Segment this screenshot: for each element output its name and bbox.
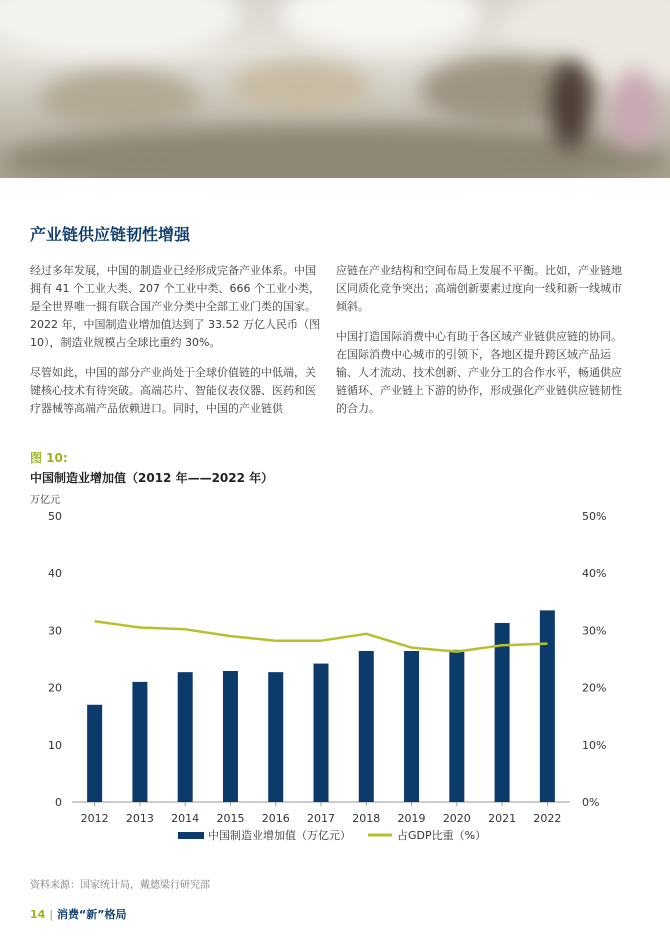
chart-bar (132, 682, 147, 802)
chart-bar (359, 651, 374, 802)
figure-label: 图 10: (30, 451, 68, 465)
figure-title: 中国制造业增加值（2012 年——2022 年） (30, 471, 274, 485)
paragraph: 应链在产业结构和空间布局上发展不平衡。比如，产业链地区同质化竞争突出；高端创新要素过度向一线和新一线城市倾斜。 (336, 264, 622, 313)
x-tick-label: 2013 (125, 812, 154, 825)
paragraph: 尽管如此，中国的部分产业尚处于全球价值链的中低端，关键核心技术有待突破。高端芯片、智能仪表仪器、医药和医疗器械等高端产品依赖进口。同时，中国的产业链供 (30, 366, 316, 415)
x-tick-label: 2015 (216, 812, 245, 825)
legend-label-bar: 中国制造业增加值（万亿元） (208, 829, 351, 842)
y2-tick-label: 20% (582, 681, 607, 695)
y-tick-label: 20 (48, 681, 62, 695)
x-tick-label: 2019 (397, 812, 426, 825)
page-footer (30, 906, 127, 922)
y-axis-unit-label: 万亿元 (30, 495, 60, 506)
source-note: 资料来源：国家统计局，戴德梁行研究部 (30, 880, 210, 891)
y2-tick-label: 30% (582, 624, 607, 638)
legend-label-line: 占GDP比重（%） (397, 829, 487, 842)
chart-bar (87, 705, 102, 802)
section-title: 产业链供应链韧性增强 (30, 225, 191, 244)
x-tick-label: 2017 (307, 812, 335, 825)
hero-photo-mall (0, 0, 670, 178)
chart-bar (178, 672, 193, 802)
manufacturing-value-added-chart (0, 485, 670, 855)
y2-tick-label: 50% (582, 510, 607, 523)
gdp-share-line (95, 621, 548, 651)
chart-bar (314, 664, 329, 802)
x-tick-label: 2012 (80, 812, 109, 825)
x-tick-label: 2021 (488, 812, 517, 825)
legend-swatch-bar (178, 832, 204, 839)
chart-bar (540, 610, 555, 802)
y2-tick-label: 0% (582, 796, 600, 809)
y-tick-label: 30 (48, 624, 62, 638)
page-number: 14 (30, 908, 46, 921)
chart-bar (268, 672, 283, 802)
y-tick-label: 50 (48, 510, 62, 523)
x-tick-label: 2016 (261, 812, 290, 825)
x-tick-label: 2014 (171, 812, 200, 825)
x-tick-label: 2018 (352, 812, 381, 825)
body-text-right-column (336, 262, 626, 430)
y-tick-label: 10 (48, 738, 62, 752)
y-tick-label: 40 (48, 567, 62, 581)
body-text-left-column (30, 262, 320, 430)
footer-separator: | (49, 908, 54, 921)
chart-bar (449, 650, 464, 802)
chart-bar (223, 671, 238, 802)
paragraph: 经过多年发展，中国的制造业已经形成完备产业体系。中国拥有 41 个工业大类、207 个工业中类、666 个工业小类，是全世界唯一拥有联合国产业分类中全部工业门类的国家。2022 年，中国制造业增加值达到了 33.52 万亿人民币（图 10），制造业规模占全球比重约 30%。 (30, 264, 320, 349)
y2-tick-label: 10% (582, 738, 607, 752)
x-tick-label: 2022 (533, 812, 562, 825)
publication-title: 消费“新”格局 (57, 908, 127, 921)
chart-bar (404, 651, 419, 802)
paragraph: 中国打造国际消费中心有助于各区域产业链供应链的协同。在国际消费中心城市的引领下，各地区提升跨区域产品运输、人才流动、技术创新、产业分工的合作水平，畅通供应链循环、产业链上下游的协作，形成强化产业链供应链韧性的合力。 (336, 330, 622, 415)
y-tick-label: 0 (55, 796, 62, 809)
x-tick-label: 2020 (442, 812, 471, 825)
chart-bar (495, 623, 510, 802)
y2-tick-label: 40% (582, 567, 607, 581)
